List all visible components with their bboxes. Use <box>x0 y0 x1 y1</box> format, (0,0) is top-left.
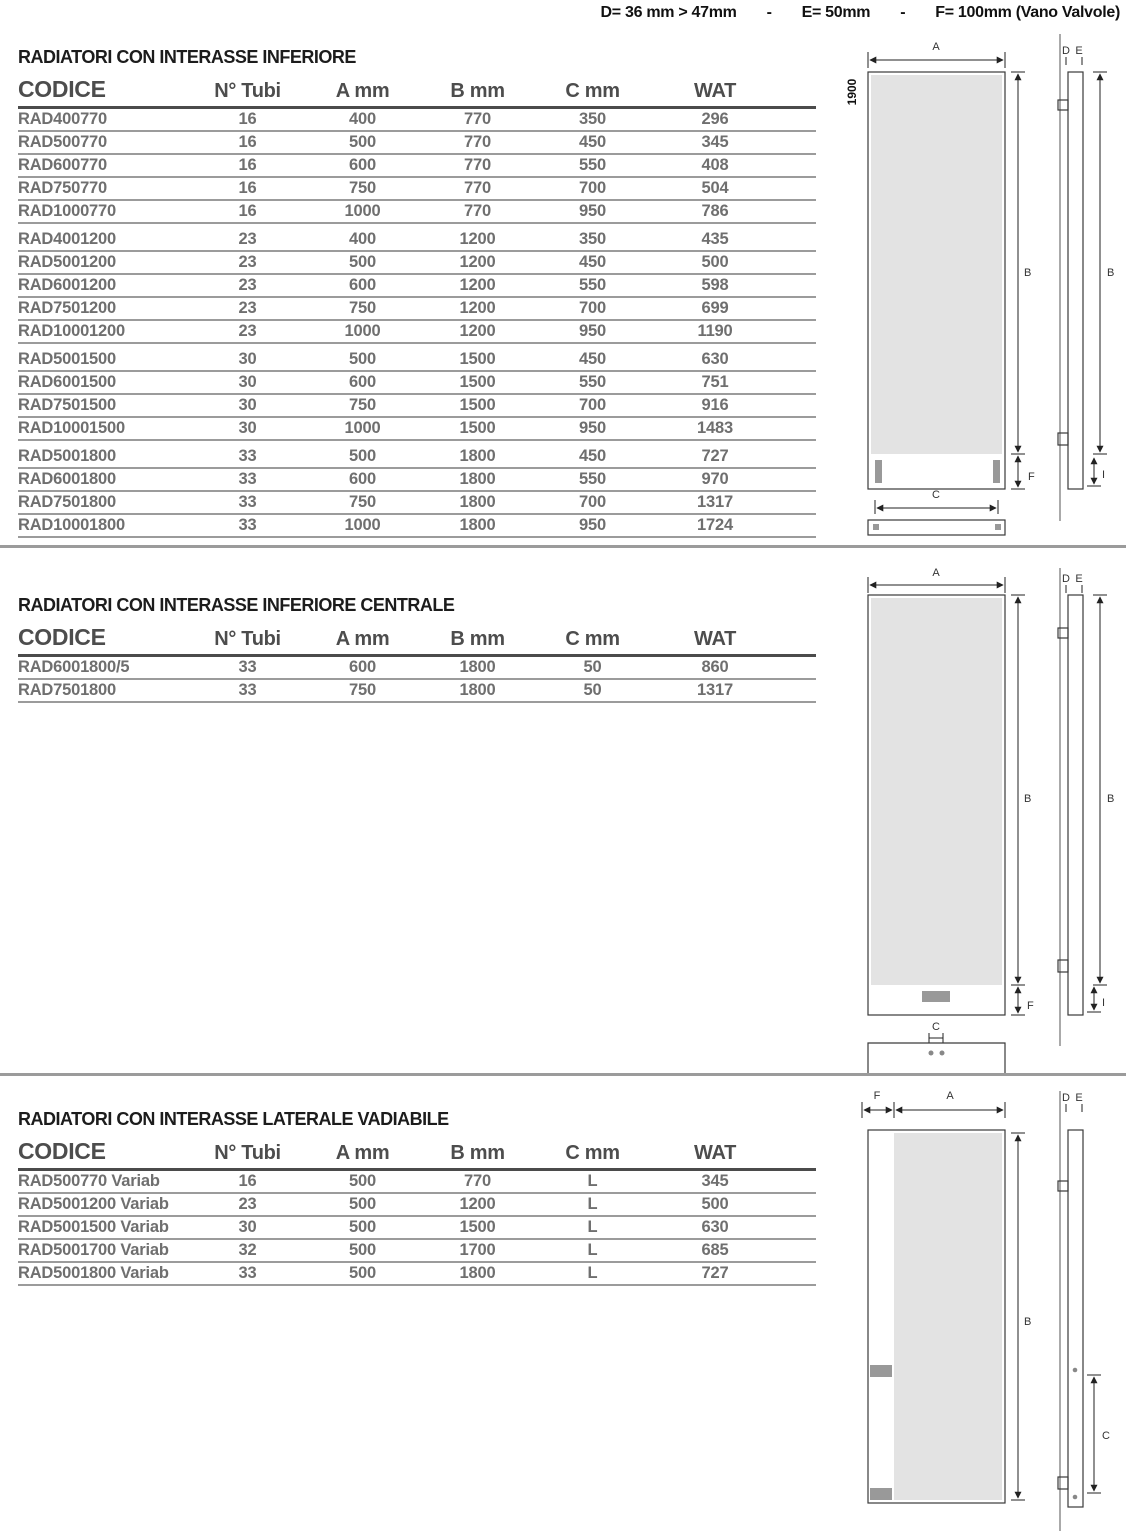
dim-label-b: B <box>1024 267 1032 279</box>
table-cell: 500 <box>349 133 376 151</box>
bottom-connector-left <box>929 1051 934 1056</box>
front-view <box>868 567 1034 1015</box>
table-cell: 727 <box>701 447 729 465</box>
table-cell: 600 <box>349 156 376 174</box>
table-cell: RAD4001200 <box>18 230 116 248</box>
table-cell: 500 <box>349 1218 376 1236</box>
table-cell: 1500 <box>459 373 496 391</box>
table-cell: 23 <box>238 299 257 317</box>
legend-e: E= 50mm <box>801 4 871 21</box>
table-cell: L <box>587 1195 598 1213</box>
section-radiatori-interasse-laterale-variabile <box>18 1108 816 1286</box>
table-group <box>18 1171 816 1286</box>
legend-separator: - <box>900 4 906 21</box>
table-cell: 700 <box>579 299 606 317</box>
table-row <box>18 109 816 132</box>
col-b-mm: B mm <box>450 628 505 650</box>
table-cell: 1000 <box>344 322 381 340</box>
table-cell: 600 <box>349 470 376 488</box>
table-cell: 400 <box>349 230 376 248</box>
table-cell: 950 <box>579 419 606 437</box>
table-cell: RAD10001200 <box>18 322 125 340</box>
table-cell: 500 <box>701 253 729 271</box>
table-cell: 1200 <box>459 276 496 294</box>
table-cell: 23 <box>238 230 257 248</box>
table-cell: RAD1000770 <box>18 202 116 220</box>
dimension-legend <box>601 4 1120 22</box>
table-row <box>18 298 816 321</box>
table-row <box>18 229 816 252</box>
table-cell: 1200 <box>459 1195 496 1213</box>
table-cell: 751 <box>701 373 729 391</box>
table-row <box>18 372 816 395</box>
table-cell: 33 <box>238 681 257 699</box>
table-cell: 550 <box>579 156 606 174</box>
table-row <box>18 1263 816 1286</box>
table-cell: 750 <box>349 681 376 699</box>
table-cell: 30 <box>238 350 257 368</box>
table-cell: 1724 <box>697 516 733 534</box>
table-cell: 600 <box>349 658 376 676</box>
table-cell: 500 <box>349 350 376 368</box>
table-header <box>18 624 816 657</box>
col-a-mm: A mm <box>335 628 390 650</box>
valve-mark-upper <box>870 1365 892 1377</box>
table-cell: RAD6001500 <box>18 373 116 391</box>
table-cell: 23 <box>238 322 257 340</box>
table-group <box>18 446 816 538</box>
table-cell: 33 <box>238 516 257 534</box>
table-cell: 50 <box>583 681 602 699</box>
valve-mark-left <box>875 460 882 483</box>
front-view <box>862 1090 1031 1503</box>
section-title: RADIATORI CON INTERASSE LATERALE VADIABILE <box>18 1109 449 1129</box>
table-cell: 30 <box>238 396 257 414</box>
table-cell: 16 <box>238 179 257 197</box>
table-cell: 600 <box>349 276 376 294</box>
col-n-tubi: N° Tubi <box>214 628 281 650</box>
dim-label-i: I <box>1102 997 1106 1009</box>
table-cell: RAD500770 Variab <box>18 1172 160 1190</box>
dim-label-b-side: B <box>1107 793 1115 805</box>
front-view <box>845 41 1035 489</box>
table-body <box>18 109 816 538</box>
table-cell: 500 <box>349 447 376 465</box>
dim-label-c: C <box>1102 1430 1110 1442</box>
table-cell: RAD10001800 <box>18 516 125 534</box>
table-cell: 50 <box>583 658 602 676</box>
table-cell: 350 <box>579 230 606 248</box>
col-codice: CODICE <box>18 624 106 650</box>
table-cell: 1200 <box>459 322 496 340</box>
table-cell: L <box>587 1172 598 1190</box>
dim-label-d: D <box>1062 1092 1070 1104</box>
table-row <box>18 418 816 441</box>
col-wat: WAT <box>693 1142 737 1164</box>
table-header <box>18 1138 816 1171</box>
table-cell: RAD5001500 Variab <box>18 1218 169 1236</box>
table-cell: 33 <box>238 658 257 676</box>
dim-label-f: F <box>1028 471 1035 483</box>
table-row <box>18 1194 816 1217</box>
table-cell: RAD5001200 <box>18 253 116 271</box>
table-cell: 786 <box>701 202 729 220</box>
front-panel-body <box>871 75 1002 454</box>
section-title: RADIATORI CON INTERASSE INFERIORE CENTRALE <box>18 595 455 615</box>
table-row <box>18 178 816 201</box>
dim-label-a: A <box>932 41 940 53</box>
table-row <box>18 446 816 469</box>
side-view <box>1058 1091 1110 1531</box>
table-group <box>18 349 816 441</box>
table-header <box>18 76 816 109</box>
valve-mark-lower <box>870 1488 892 1500</box>
table-cell: 1483 <box>697 419 733 437</box>
table-cell: 1000 <box>344 419 381 437</box>
table-cell: L <box>587 1241 598 1259</box>
table-row <box>18 1171 816 1194</box>
table-cell: 916 <box>701 396 729 414</box>
table-cell: 1800 <box>459 658 496 676</box>
col-codice: CODICE <box>18 1138 106 1164</box>
dim-label-b: B <box>1024 793 1032 805</box>
table-row <box>18 657 816 680</box>
table-cell: 345 <box>701 133 729 151</box>
table-cell: 1500 <box>459 1218 496 1236</box>
table-cell: 500 <box>349 1195 376 1213</box>
table-cell: 700 <box>579 396 606 414</box>
side-panel <box>1068 72 1083 489</box>
table-cell: 1800 <box>459 447 496 465</box>
table-cell: RAD6001200 <box>18 276 116 294</box>
table-cell: 750 <box>349 396 376 414</box>
col-a-mm: A mm <box>335 80 390 102</box>
table-cell: 770 <box>464 156 491 174</box>
table-cell: 33 <box>238 1264 257 1282</box>
dim-label-a: A <box>946 1090 954 1102</box>
table-cell: 1500 <box>459 396 496 414</box>
table-cell: RAD7501500 <box>18 396 116 414</box>
table-cell: RAD5001700 Variab <box>18 1241 169 1259</box>
table-cell: 350 <box>579 110 606 128</box>
section-separator <box>0 545 1126 548</box>
table-row <box>18 275 816 298</box>
table-cell: 33 <box>238 470 257 488</box>
table-cell: 33 <box>238 447 257 465</box>
table-cell: 1200 <box>459 299 496 317</box>
bottom-connector-left <box>873 524 879 530</box>
table-cell: RAD400770 <box>18 110 108 128</box>
dim-label-b-side: B <box>1107 267 1115 279</box>
table-cell: 1500 <box>459 419 496 437</box>
col-c-mm: C mm <box>565 628 620 650</box>
table-cell: 1800 <box>459 493 496 511</box>
table-cell: 500 <box>349 1241 376 1259</box>
table-cell: 550 <box>579 276 606 294</box>
bottom-view <box>868 1021 1005 1073</box>
side-panel <box>1068 1130 1083 1507</box>
col-n-tubi: N° Tubi <box>214 1142 281 1164</box>
table-cell: 500 <box>701 1195 729 1213</box>
section-separator <box>0 1073 1126 1076</box>
table-cell: 860 <box>701 658 729 676</box>
table-cell: 770 <box>464 133 491 151</box>
table-cell: 23 <box>238 276 257 294</box>
table-row <box>18 515 816 538</box>
table-cell: 770 <box>464 202 491 220</box>
table-cell: 1700 <box>459 1241 496 1259</box>
table-cell: RAD500770 <box>18 133 108 151</box>
side-view <box>1058 34 1114 521</box>
side-view <box>1058 568 1114 1046</box>
table-cell: 16 <box>238 1172 257 1190</box>
table-cell: 1200 <box>459 253 496 271</box>
table-cell: 500 <box>349 1264 376 1282</box>
table-cell: 30 <box>238 1218 257 1236</box>
dim-label-d: D <box>1062 573 1070 585</box>
table-cell: 950 <box>579 202 606 220</box>
legend-d: D= 36 mm > 47mm <box>600 4 737 21</box>
dim-label-a: A <box>932 567 940 579</box>
dim-label-c: C <box>932 1021 940 1033</box>
table-cell: 598 <box>701 276 729 294</box>
table-group <box>18 657 816 703</box>
col-b-mm: B mm <box>450 80 505 102</box>
table-cell: 600 <box>349 373 376 391</box>
table-cell: RAD5001500 <box>18 350 116 368</box>
table-row <box>18 155 816 178</box>
table-cell: 770 <box>464 110 491 128</box>
table-cell: 32 <box>238 1241 257 1259</box>
table-row <box>18 321 816 344</box>
table-cell: RAD5001200 Variab <box>18 1195 169 1213</box>
table-cell: RAD10001500 <box>18 419 125 437</box>
table-cell: 1500 <box>459 350 496 368</box>
bottom-view-bar <box>868 520 1005 535</box>
valve-mark-right <box>993 460 1000 483</box>
dim-label-height: 1900 <box>845 78 859 106</box>
section-radiatori-interasse-inferiore-centrale <box>18 594 816 703</box>
table-cell: 699 <box>701 299 729 317</box>
table-cell: 504 <box>701 179 729 197</box>
bottom-view <box>868 489 1005 535</box>
col-a-mm: A mm <box>335 1142 390 1164</box>
table-cell: 550 <box>579 470 606 488</box>
col-wat: WAT <box>693 628 737 650</box>
table-cell: 450 <box>579 350 606 368</box>
side-panel <box>1068 595 1083 1015</box>
table-body <box>18 657 816 703</box>
section-radiatori-interasse-inferiore <box>18 46 816 538</box>
table-row <box>18 1217 816 1240</box>
table-cell: RAD5001800 Variab <box>18 1264 169 1282</box>
table-row <box>18 1240 816 1263</box>
table-cell: 296 <box>701 110 729 128</box>
front-panel-body <box>871 598 1002 985</box>
table-cell: 630 <box>701 350 729 368</box>
table-group <box>18 229 816 344</box>
table-cell: RAD6001800/5 <box>18 658 130 676</box>
table-row <box>18 680 816 703</box>
table-cell: 1200 <box>459 230 496 248</box>
table-cell: RAD750770 <box>18 179 108 197</box>
dim-label-f: F <box>873 1090 881 1102</box>
valve-mark-center <box>922 991 950 1002</box>
table-cell: 345 <box>701 1172 729 1190</box>
col-n-tubi: N° Tubi <box>214 80 281 102</box>
table-cell: 16 <box>238 156 257 174</box>
col-codice: CODICE <box>18 76 106 102</box>
table-cell: 727 <box>701 1264 729 1282</box>
table-cell: 1190 <box>697 322 733 340</box>
connector-lower <box>1073 1495 1078 1500</box>
dim-label-e: E <box>1075 45 1083 57</box>
table-row <box>18 252 816 275</box>
table-cell: 30 <box>238 373 257 391</box>
table-cell: RAD7501800 <box>18 681 116 699</box>
dim-label-e: E <box>1075 573 1083 585</box>
table-cell: L <box>587 1264 598 1282</box>
table-cell: 770 <box>464 1172 491 1190</box>
table-cell: 700 <box>579 493 606 511</box>
table-cell: 1800 <box>459 681 496 699</box>
table-cell: 630 <box>701 1218 729 1236</box>
table-cell: 450 <box>579 133 606 151</box>
table-row <box>18 132 816 155</box>
table-cell: 16 <box>238 133 257 151</box>
table-cell: RAD7501200 <box>18 299 116 317</box>
table-cell: L <box>587 1218 598 1236</box>
table-cell: 970 <box>701 470 729 488</box>
table-row <box>18 349 816 372</box>
table-cell: 435 <box>701 230 729 248</box>
table-cell: 1800 <box>459 516 496 534</box>
table-cell: RAD600770 <box>18 156 108 174</box>
table-cell: 750 <box>349 179 376 197</box>
table-cell: RAD5001800 <box>18 447 116 465</box>
table-cell: 550 <box>579 373 606 391</box>
table-cell: 1317 <box>697 493 733 511</box>
table-row <box>18 492 816 515</box>
diagram-radiatore-interasse-inferiore-centrale <box>830 566 1126 1073</box>
table-cell: 500 <box>349 1172 376 1190</box>
table-cell: 750 <box>349 299 376 317</box>
legend-separator: - <box>766 4 772 21</box>
table-cell: 950 <box>579 516 606 534</box>
table-cell: 1800 <box>459 1264 496 1282</box>
legend-f: F= 100mm (Vano Valvole) <box>935 4 1120 21</box>
diagram-radiatore-interasse-inferiore <box>830 28 1126 540</box>
table-cell: RAD6001800 <box>18 470 116 488</box>
table-cell: 30 <box>238 419 257 437</box>
table-cell: 1000 <box>344 516 381 534</box>
col-c-mm: C mm <box>565 80 620 102</box>
table-cell: 950 <box>579 322 606 340</box>
bottom-connector-right <box>940 1051 945 1056</box>
table-cell: 23 <box>238 1195 257 1213</box>
dim-label-d: D <box>1062 45 1070 57</box>
table-cell: 33 <box>238 493 257 511</box>
diagram-radiatore-interasse-laterale-variabile <box>830 1085 1126 1531</box>
col-b-mm: B mm <box>450 1142 505 1164</box>
table-cell: 750 <box>349 493 376 511</box>
table-cell: 500 <box>349 253 376 271</box>
bottom-connector-right <box>995 524 1001 530</box>
col-c-mm: C mm <box>565 1142 620 1164</box>
table-cell: 1317 <box>697 681 733 699</box>
section-title: RADIATORI CON INTERASSE INFERIORE <box>18 47 356 67</box>
table-cell: 408 <box>701 156 729 174</box>
table-cell: 685 <box>701 1241 729 1259</box>
table-cell: RAD7501800 <box>18 493 116 511</box>
table-cell: 700 <box>579 179 606 197</box>
dim-label-c: C <box>932 489 940 501</box>
bottom-view-bar <box>868 1043 1005 1073</box>
table-cell: 400 <box>349 110 376 128</box>
table-cell: 16 <box>238 110 257 128</box>
dim-label-b: B <box>1024 1316 1032 1328</box>
front-panel-body <box>894 1133 1002 1500</box>
dim-label-e: E <box>1075 1092 1083 1104</box>
table-cell: 1000 <box>344 202 381 220</box>
table-cell: 450 <box>579 447 606 465</box>
table-cell: 1800 <box>459 470 496 488</box>
table-cell: 450 <box>579 253 606 271</box>
dim-label-f: F <box>1027 1000 1034 1012</box>
table-cell: 16 <box>238 202 257 220</box>
table-row <box>18 469 816 492</box>
table-row <box>18 201 816 224</box>
table-cell: 770 <box>464 179 491 197</box>
table-body <box>18 1171 816 1286</box>
connector-upper <box>1073 1368 1078 1373</box>
dim-label-i: I <box>1102 469 1106 481</box>
table-row <box>18 395 816 418</box>
col-wat: WAT <box>693 80 737 102</box>
table-group <box>18 109 816 224</box>
table-cell: 23 <box>238 253 257 271</box>
